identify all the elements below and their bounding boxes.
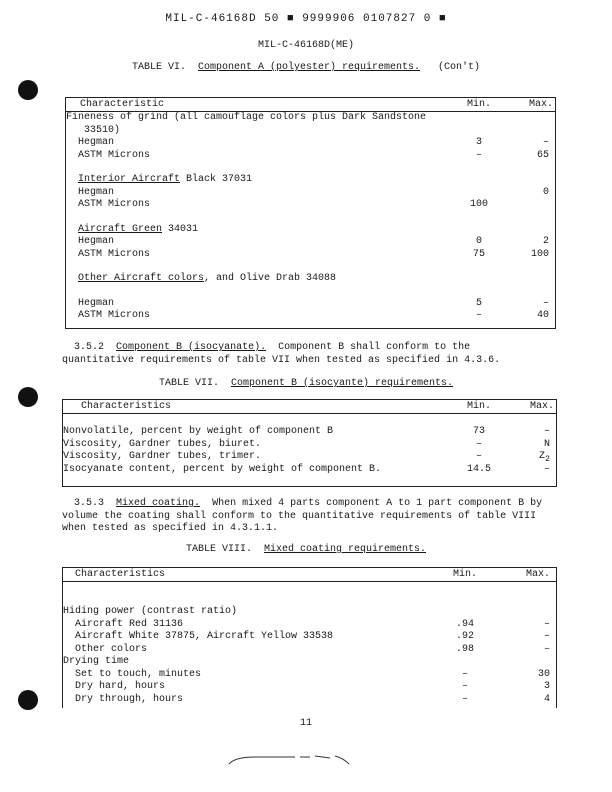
table-label: TABLE VIII. <box>185 544 252 555</box>
row-min: – <box>475 451 482 462</box>
row-max: 65 <box>536 149 549 161</box>
table-subheading <box>66 224 555 237</box>
table-row <box>63 694 556 707</box>
table-header <box>63 568 556 582</box>
row-min: .92 <box>455 631 474 642</box>
table-row <box>66 187 555 200</box>
row-label: Nonvolatile, percent by weight of component B <box>63 426 334 437</box>
row-min: 14.5 <box>466 463 491 475</box>
row-label: ASTM Microns <box>78 310 151 321</box>
header-characteristic: Characteristic <box>80 99 165 110</box>
row-label: Dry through, hours <box>75 693 184 705</box>
subheading-rest: , and Olive Drab 34088 <box>204 273 337 284</box>
table-subheading <box>66 273 555 286</box>
row-max: 2 <box>542 236 549 247</box>
row-label: ASTM Microns <box>78 199 151 210</box>
row-max: 100 <box>530 248 549 260</box>
row-label: ASTM Microns <box>78 248 151 260</box>
header-min: Min. <box>452 569 477 580</box>
table-row <box>66 298 555 311</box>
table-header <box>66 98 555 112</box>
row-min: – <box>475 149 482 161</box>
table-row <box>66 310 555 323</box>
row-min: – <box>461 668 468 680</box>
header-characteristic: Characteristics <box>75 569 166 580</box>
table6-caption <box>0 62 612 73</box>
row-min: 75 <box>472 248 485 260</box>
subheading-underlined: Other Aircraft colors <box>78 273 205 284</box>
row-max: 40 <box>536 310 549 321</box>
document-code: MIL-C-46168D 50 ■ 9999906 0107827 0 ■ <box>165 13 447 25</box>
header-max: Max. <box>529 401 554 412</box>
row-max: – <box>543 643 550 655</box>
row-min: .98 <box>455 643 474 655</box>
table-title: Component A (polyester) requirements. <box>197 62 421 73</box>
table-row <box>63 464 556 477</box>
paragraph-heading: Component B (isocyanate). <box>116 342 267 353</box>
row-min: 5 <box>475 297 482 309</box>
row-label: Hiding power (contrast ratio) <box>63 606 238 617</box>
row-label: Viscosity, Gardner tubes, biuret. <box>63 438 262 450</box>
subscript: 2 <box>545 454 550 464</box>
table-row: Fineness of grind (all camouflage colors plus Dark Sandstone <box>66 112 427 123</box>
row-min: 100 <box>469 199 488 210</box>
punch-hole <box>18 80 38 100</box>
row-label: Hegman <box>78 297 115 309</box>
header-max: Max. <box>528 99 553 110</box>
paragraph-text: when tested as specified in 4.3.1.1. <box>62 523 279 534</box>
row-label: Set to touch, minutes <box>75 668 202 680</box>
scan-mark <box>225 752 355 768</box>
row-min: – <box>475 310 482 321</box>
header-min: Min. <box>466 99 491 110</box>
table-title: Mixed coating requirements. <box>264 544 427 555</box>
row-max: – <box>543 618 550 630</box>
row-min: 73 <box>472 426 485 437</box>
table-row <box>66 249 555 262</box>
header-max: Max. <box>525 569 550 580</box>
table-row <box>63 619 556 632</box>
table7-caption <box>0 378 612 389</box>
table-header <box>63 400 556 414</box>
row-min: 0 <box>475 236 482 247</box>
row-label: Isocyanate content, percent by weight of component B. <box>63 463 382 475</box>
row-max: – <box>542 137 549 148</box>
spec-number: MIL-C-46168D(ME) <box>257 40 354 51</box>
paragraph-3-5-2 <box>62 342 500 367</box>
row-label: Dry hard, hours <box>75 681 166 692</box>
row-min: 3 <box>475 137 482 148</box>
header-characteristic: Characteristics <box>81 401 172 412</box>
row-label: Aircraft Red 31136 <box>75 618 184 630</box>
table-row <box>66 150 555 163</box>
table6 <box>65 97 556 329</box>
table-row <box>63 631 556 644</box>
paragraph-text: quantitative requirements of table VII when tested as specified in 4.3.6. <box>62 354 501 366</box>
subheading-rest: 34031 <box>162 223 199 235</box>
table-row <box>63 669 556 682</box>
page-number: 11 <box>299 718 312 729</box>
row-min: – <box>475 438 482 450</box>
table-row <box>66 137 555 150</box>
paragraph-number: 3.5.3 <box>74 498 105 509</box>
paragraph-text: When mixed 4 parts component A to 1 part component B by <box>200 498 543 509</box>
paragraph-3-5-3 <box>62 498 542 536</box>
row-max: $Z_2$ <box>538 451 550 464</box>
subheading-underlined: Interior Aircraft <box>78 174 181 185</box>
row-max: – <box>542 297 549 309</box>
table-row <box>63 451 556 464</box>
row-label: Hegman <box>78 137 115 148</box>
row-max: – <box>543 631 550 642</box>
table-row <box>63 439 556 452</box>
table-row <box>66 199 555 212</box>
subheading-rest: Black 37031 <box>180 174 253 185</box>
punch-hole <box>18 690 38 710</box>
row-label: Drying time <box>63 656 130 667</box>
row-min: – <box>461 693 468 705</box>
table-row <box>63 656 556 669</box>
paragraph-number: 3.5.2 <box>74 342 105 353</box>
row-label: Other colors <box>75 643 148 655</box>
table-row: 33510) <box>78 124 121 136</box>
row-max: 30 <box>537 668 550 680</box>
row-max: – <box>543 426 550 437</box>
table-row <box>63 681 556 694</box>
table-label: TABLE VI. <box>131 62 186 73</box>
row-label: Aircraft White 37875, Aircraft Yellow 33538 <box>75 631 334 642</box>
row-label: ASTM Microns <box>78 149 151 161</box>
row-max: 3 <box>543 681 550 692</box>
header-min: Min. <box>466 401 491 412</box>
table7 <box>62 399 557 487</box>
row-min: – <box>461 681 468 692</box>
paragraph-text: volume the coating shall conform to the quantitative requirements of table VIII <box>62 510 537 522</box>
table-row <box>63 606 556 619</box>
table8-caption <box>0 544 612 555</box>
table8 <box>62 567 557 708</box>
row-label: Hegman <box>78 236 115 247</box>
row-max: – <box>543 463 550 475</box>
punch-hole <box>18 387 38 407</box>
row-label: Hegman <box>78 186 115 198</box>
table-row <box>63 644 556 657</box>
row-max: N <box>543 438 550 450</box>
table-row <box>66 236 555 249</box>
row-max: 0 <box>542 186 549 198</box>
row-label: Viscosity, Gardner tubes, trimer. <box>63 451 262 462</box>
row-min: .94 <box>455 618 474 630</box>
paragraph-text: Component B shall conform to the <box>266 342 471 353</box>
table-title: Component B (isocyante) requirements. <box>230 378 454 389</box>
row-max: 4 <box>543 693 550 705</box>
paragraph-heading: Mixed coating. <box>116 498 201 509</box>
table-suffix: (Con't) <box>438 62 481 73</box>
table-row <box>63 426 556 439</box>
table-subheading <box>66 174 555 187</box>
table-label: TABLE VII. <box>158 378 219 389</box>
subheading-underlined: Aircraft Green <box>78 223 163 235</box>
